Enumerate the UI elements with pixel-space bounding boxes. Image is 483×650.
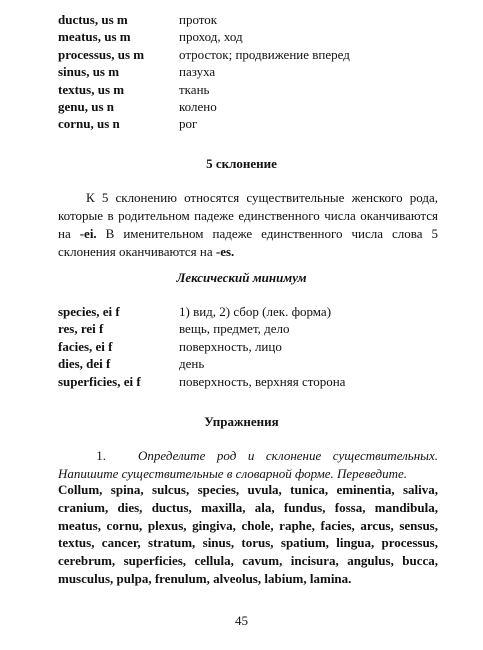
- vocab-row: [58, 115, 438, 132]
- vocab-meaning: отросток; продвижение вперед: [179, 46, 350, 62]
- vocab-term: sinus, us m: [58, 64, 120, 80]
- vocab-row: [58, 11, 438, 28]
- vocab-meaning: пазуха: [179, 64, 216, 80]
- vocab-row: [58, 81, 438, 98]
- vocab-row: [58, 98, 438, 115]
- exercise-instruction: [58, 447, 438, 483]
- declension-paragraph: [58, 189, 438, 261]
- vocab-meaning: поверхность, лицо: [179, 338, 282, 354]
- vocab-term: facies, ei f: [58, 338, 113, 354]
- exercises-title: Упражнения: [204, 414, 279, 429]
- vocab-term: processus, us m: [58, 46, 145, 62]
- lexical-minimum-title: Лексический минимум: [176, 270, 307, 285]
- vocab-meaning: проход, ход: [179, 29, 243, 45]
- vocab-meaning: вещь, предмет, дело: [179, 321, 290, 337]
- vocab-meaning: поверхность, верхняя сторона: [179, 373, 346, 389]
- genitive-ending: -ei.: [79, 226, 97, 241]
- vocab-row: [58, 320, 438, 337]
- vocab-term: ductus, us m: [58, 12, 128, 27]
- vocab-term: genu, us n: [58, 98, 114, 114]
- vocab-row: [58, 355, 438, 372]
- vocab-term: res, rei f: [58, 321, 104, 337]
- lexical-vocab-list: [58, 303, 438, 390]
- vocab-row: [58, 338, 438, 355]
- vocab-meaning: 1) вид, 2) сбор (лек. форма): [179, 304, 332, 319]
- nominative-ending: -es.: [215, 244, 235, 259]
- page-number: 45: [235, 613, 248, 628]
- vocab-row: [58, 373, 438, 390]
- vocab-meaning: ткань: [179, 81, 210, 97]
- vocab-meaning: проток: [179, 12, 218, 27]
- paragraph-text: К 5 склонению относятся существительные женского рода, которые в родительном падеже единственного числа оканчиваются на: [58, 190, 438, 241]
- vocab-meaning: день: [179, 356, 205, 372]
- vocab-term: dies, dei f: [58, 356, 111, 372]
- exercise-word-list: Collum, spina, sulcus, species, uvula, tunica, eminentia, saliva, cranium, dies, ductus, maxilla, ala, fundus, fossa, mandibula, meatus, cornu, plexus, gingiva, chole, raphe, facies, arcus, sensus, textus, cancer, stratum, sinus, torus, spatium, lingua, processus, cerebrum, superficies, cellula, cavum, incisura, angulus, bucca, musculus, pulpa, frenulum, alveolus, labium, lamina.: [58, 482, 438, 586]
- exercise-instruction-text: Определите род и склонение существительных. Напишите существительные в словарной форме. Переведите.: [58, 448, 438, 481]
- vocab-row: [58, 46, 438, 63]
- top-vocab-list: [58, 11, 438, 133]
- vocab-term: superficies, ei f: [58, 373, 141, 389]
- exercise-number: 1.: [96, 448, 106, 463]
- paragraph-text: В именительном падеже единственного числа слова 5 склонения оканчиваются на: [58, 226, 438, 259]
- vocab-term: textus, us m: [58, 81, 125, 97]
- vocab-row: [58, 63, 438, 80]
- vocab-meaning: колено: [179, 98, 217, 114]
- vocab-term: species, ei f: [58, 304, 120, 319]
- vocab-row: [58, 28, 438, 45]
- vocab-term: cornu, us n: [58, 116, 120, 132]
- vocab-term: meatus, us m: [58, 29, 131, 45]
- section-title: 5 склонение: [206, 156, 277, 171]
- vocab-meaning: рог: [179, 116, 198, 132]
- vocab-row: [58, 303, 438, 320]
